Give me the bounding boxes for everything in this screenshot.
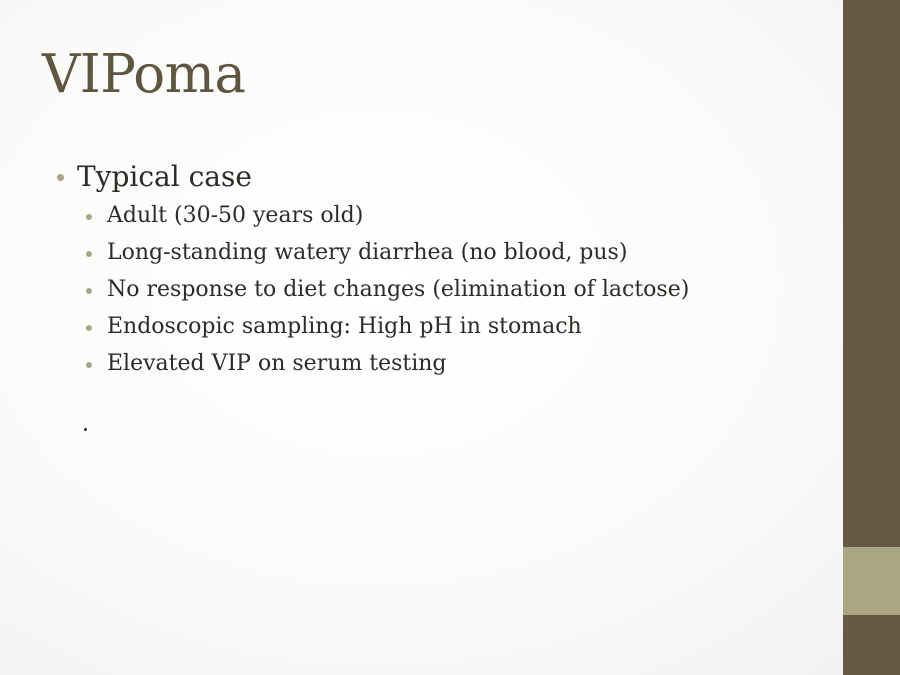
sub-bullet-text: Elevated VIP on serum testing bbox=[107, 351, 447, 376]
slide-title: VIPoma bbox=[42, 44, 246, 105]
sub-bullet-dot-icon bbox=[86, 214, 92, 220]
sub-bullet-text: Endoscopic sampling: High pH in stomach bbox=[107, 314, 582, 339]
side-band-accent bbox=[843, 547, 900, 615]
bullet-text: Typical case bbox=[77, 160, 252, 193]
sub-bullet-item bbox=[84, 203, 784, 240]
sub-bullet-item bbox=[84, 240, 784, 277]
sub-bullet-dot-icon bbox=[86, 251, 92, 257]
sub-bullet-item bbox=[84, 314, 784, 351]
sub-bullet-text: Long-standing watery diarrhea (no blood, pus) bbox=[107, 240, 628, 265]
sub-bullet-dot-icon bbox=[86, 288, 92, 294]
sub-bullet-dot-icon bbox=[86, 362, 92, 368]
sub-bullet-item bbox=[84, 277, 784, 314]
sub-bullet-dot-icon bbox=[86, 325, 92, 331]
side-band-dark-top bbox=[843, 0, 900, 547]
stray-dot bbox=[84, 428, 87, 431]
sub-bullet-text: Adult (30-50 years old) bbox=[107, 203, 364, 228]
sub-bullet-item bbox=[84, 351, 784, 388]
side-band-dark-bottom bbox=[843, 615, 900, 675]
bullet-dot-icon bbox=[57, 174, 64, 181]
sub-bullet-text: No response to diet changes (elimination of lactose) bbox=[107, 277, 690, 302]
sub-bullet-list bbox=[84, 203, 784, 388]
